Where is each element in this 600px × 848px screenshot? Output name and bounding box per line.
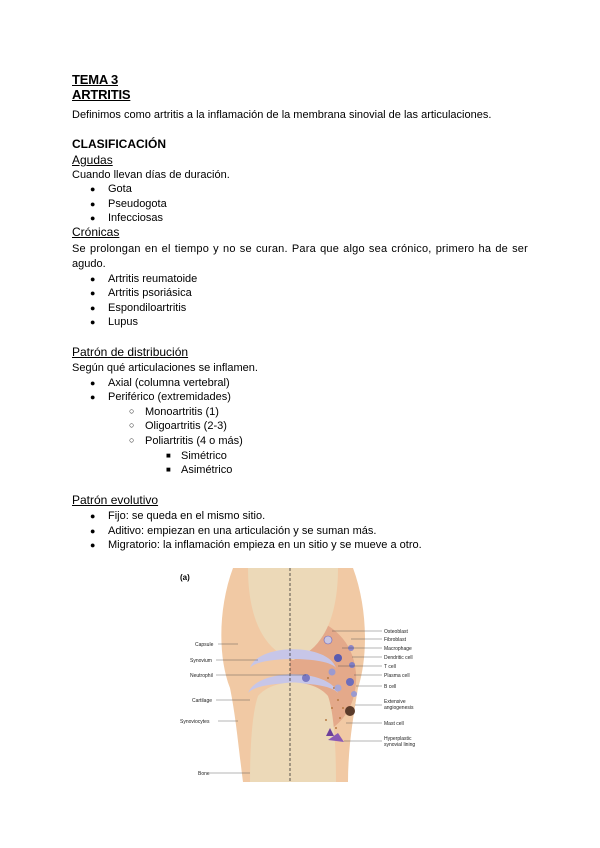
document-subtitle: ARTRITIS	[72, 87, 131, 102]
list-item: ● Artritis psoriásica	[90, 287, 192, 299]
list-item: ● Artritis reumatoide	[90, 273, 198, 285]
list-item: ○ Poliartritis (4 o más)	[129, 435, 243, 447]
label-hyperplastic: Hyperplastic	[384, 736, 412, 742]
chronic-text-line1: Se prolongan en el tiempo y no se curan. Para que algo sea crónico, primero ha de ser	[72, 243, 528, 255]
label-macrophage: Macrophage	[384, 646, 412, 652]
label-plasma-cell: Plasma cell	[384, 673, 410, 679]
list-item: ● Aditivo: empiezan en una articulación y se suman más.	[90, 525, 377, 537]
joint-figure	[178, 568, 428, 782]
list-item: ○ Oligoartritis (2-3)	[129, 420, 227, 432]
lower-bone	[250, 683, 336, 783]
evolution-heading: Patrón evolutivo	[72, 493, 159, 507]
label-synovium: Synovium	[190, 658, 212, 664]
joint-diagram	[178, 568, 428, 782]
distribution-text: Según qué articulaciones se inflamen.	[72, 362, 258, 374]
panel-a-label: (a)	[180, 573, 190, 582]
acute-heading: Agudas	[72, 153, 113, 167]
list-item: ● Fijo: se queda en el mismo sitio.	[90, 510, 266, 522]
list-item: ■ Asimétrico	[166, 464, 233, 476]
list-item: ● Migratorio: la inflamación empieza en un sitio y se mueve a otro.	[90, 539, 422, 551]
label-t-cell: T cell	[384, 664, 396, 670]
label-angiogenesis: angiogenesis	[384, 705, 414, 711]
definition-text: Definimos como artritis a la inflamación de la membrana sinovial de las articulaciones.	[72, 109, 492, 121]
list-item: ● Infecciosas	[90, 212, 164, 224]
chronic-text-line2: agudo.	[72, 258, 106, 270]
label-osteoblast: Osteoblast	[384, 629, 408, 635]
label-neutrophil: Neutrophil	[190, 673, 213, 679]
list-item: ● Axial (columna vertebral)	[90, 377, 230, 389]
list-item: ● Espondiloartritis	[90, 302, 187, 314]
label-mast-cell: Mast cell	[384, 721, 404, 727]
label-dendritic-cell: Dendritic cell	[384, 655, 413, 661]
list-item: ○ Monoartritis (1)	[129, 406, 219, 418]
label-synovial-lining: synovial lining	[384, 742, 416, 748]
document-title: TEMA 3	[72, 72, 118, 87]
list-item: ● Periférico (extremidades)	[90, 391, 231, 403]
acute-text: Cuando llevan días de duración.	[72, 169, 230, 181]
label-capsule: Capsule	[195, 642, 214, 648]
label-cartilage: Cartilage	[192, 698, 213, 704]
label-synoviocytes: Synoviocytes	[180, 719, 210, 725]
list-item: ● Lupus	[90, 316, 138, 328]
distribution-heading: Patrón de distribución	[72, 345, 189, 359]
list-item: ● Gota	[90, 183, 132, 195]
list-item: ● Pseudogota	[90, 198, 167, 210]
label-extensive: Extensive	[384, 699, 406, 705]
label-fibroblast: Fibroblast	[384, 637, 406, 643]
label-bone: Bone	[198, 771, 210, 777]
classification-heading: CLASIFICACIÓN	[72, 137, 166, 151]
label-b-cell: B cell	[384, 684, 397, 690]
list-item: ■ Simétrico	[166, 450, 227, 462]
chronic-heading: Crónicas	[72, 225, 120, 239]
